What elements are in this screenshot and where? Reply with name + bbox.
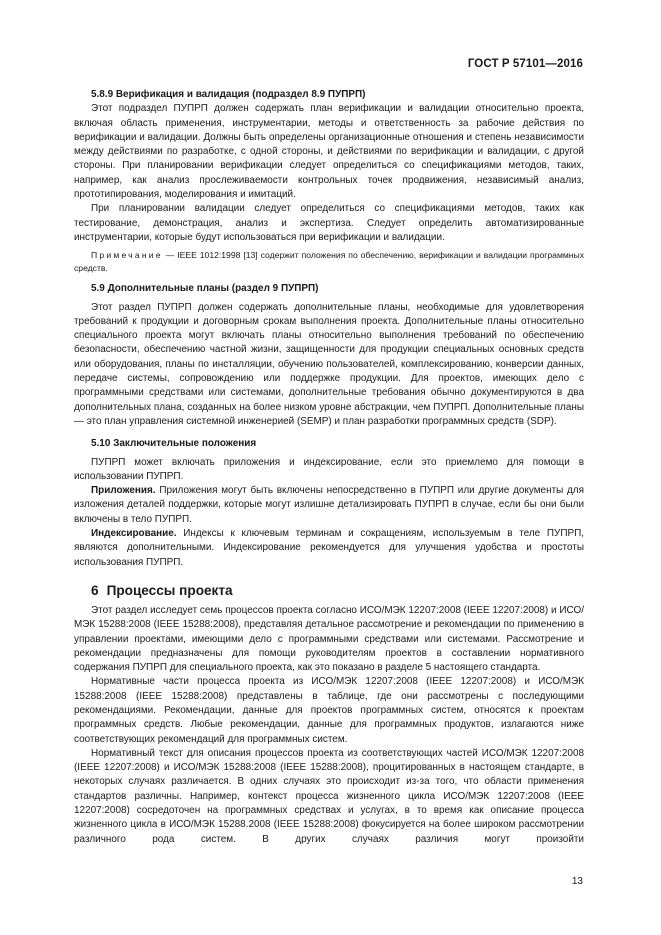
appendices-label: Приложения.	[91, 485, 156, 497]
note-text: — IEEE 1012:1998 [13] содержит положения по обеспечению, верификации и валидации программных средств.	[74, 250, 584, 273]
section-5-8-9-note	[74, 249, 584, 274]
section-6-heading	[74, 582, 584, 600]
section-6-paragraph-2: Нормативные части процесса проекта из ИСО/МЭК 12207:2008 (IEEE 12207:2008) и ИСО/МЭК 15288:2008 (IEEE 15288:2008) представлены в таблице, где они рассмотрены с последующими рекомендациями. Рекомендации, данные для проектов программных систем, относятся к проектам программных средств. Любые рекомендации, данные для программных продуктов, излагаются ниже соответствующих рекомендаций для программных систем.	[74, 676, 584, 745]
section-5-10-paragraph-1: ПУПРП может включать приложения и индексирование, если это приемлемо для помощи в использовании ПУПРП.	[74, 456, 584, 482]
section-5-9-paragraph-1: Этот раздел ПУПРП должен содержать дополнительные планы, необходимые для удовлетворения требований к продукции и договорным срокам выполнения проекта. Дополнительные планы относительно специального проекта могут включать планы относительно выполнения требований по обеспечению безопасности, обеспечению частной жизни, защищенности для продукции специальных основных средств или оборудования, планы по инсталляции, обучению пользователей, комплексированию, конверсии данных, передаче системы, сопровождению или поддержке продукции. Для проектов, имеющих дело с программными средствами или системами, дополнительные требования обычно документируются в два дополнительных плана, созданных на более низком уровне абстракции, чем ПУПРП. Дополнительные планы — это план управления системной инженерией (SEMP) и план разработки программных средств (SDP).	[74, 301, 584, 427]
section-6-number: 6	[91, 582, 99, 598]
indexing-text: Индексы к ключевым терминам и сокращениям, используемым в теле ПУПРП, являются дополнительными. Индексирование рекомендуется для улучшения удобства и простоты использования ПУПРП.	[74, 528, 584, 568]
section-5-10-indexing	[74, 527, 584, 570]
section-5-8-9-paragraph-1: Этот подраздел ПУПРП должен содержать план верификации и валидации относительно проекта, включая область применения, инструментарии, методы и ответственность за рабочие действия по верификации и валидации. Должны быть определены организационные отношения и степень независимости между действиями по разработке, с одной стороны, и действиями по верификации и валидации, с другой стороны. При планировании верификации следует определиться со спецификациями методов, таких, например, как анализ прослеживаемости контрольных точек продвижения, независимый анализ, прототипирования, моделирования и имитаций.	[74, 103, 584, 201]
section-5-9-title: 5.9 Дополнительные планы (раздел 9 ПУПРП)	[91, 283, 319, 295]
section-5-8-9-paragraph-2: При планировании валидации следует определиться со спецификациями методов, таких как тестирование, демонстрация, анализ и экспертиза. Следует определить автоматизированные инструментарии, которые будут использоваться при верификации и валидации.	[74, 203, 584, 243]
section-6-paragraph-3: Нормативный текст для описания процессов проекта из соответствующих частей ИСО/МЭК 12207:2008 (IEEE 12207:2008) и ИСО/МЭК 15288:2008 (IEEE 15288:2008), процитированных в настоящем стандарте, в некоторых случаях различается. В одних случаях это происходит из-за того, что области применения стандартов различны. Например, контекст процесса жизненного цикла ИСО/МЭК 12207:2008 (IEEE 12207:2008) сосредоточен на программных средствах и услугах, в то время как описание процесса жизненного цикла в ИСО/МЭК 15288.2008 (IEEE 15288:2008) фокусируется на более широком рассмотрении различного рода систем. В других случаях различия могут произойти	[74, 747, 584, 845]
standard-designation: ГОСТ Р 57101—2016	[467, 58, 583, 70]
section-5-10-title: 5.10 Заключительные положения	[91, 438, 257, 450]
section-6-title: Процессы проекта	[106, 582, 233, 598]
page-number: 13	[571, 876, 583, 887]
indexing-label: Индексирование.	[91, 528, 177, 540]
section-5-8-9-title: 5.8.9 Верификация и валидация (подраздел 8.9 ПУПРП)	[91, 89, 366, 100]
section-6-paragraph-1: Этот раздел исследует семь процессов проекта согласно ИСО/МЭК 12207:2008 (IEEE 12207:2008) и ИСО/МЭК 15288:2008 (IEEE 15288:2008), представляя детальное рассмотрение и рекомендации по применению в управлении проектами, имеющими дело с программными средствами или системами. Рассмотрение и рекомендации предназначены для помощи руководителям проектов в составлении нормативного содержания ПУПРП для специального проекта, как это показано в разделе 5 настоящего стандарта.	[74, 604, 584, 674]
appendices-text: Приложения могут быть включены непосредственно в ПУПРП или другие документы для изложения деталей поддержки, которые могут излишне детализировать ПУПРП в случае, если бы они были включены в тело ПУПРП.	[74, 485, 584, 525]
section-5-10-appendices	[74, 484, 584, 527]
note-label: Примечание	[91, 250, 163, 261]
page-body	[74, 88, 584, 847]
